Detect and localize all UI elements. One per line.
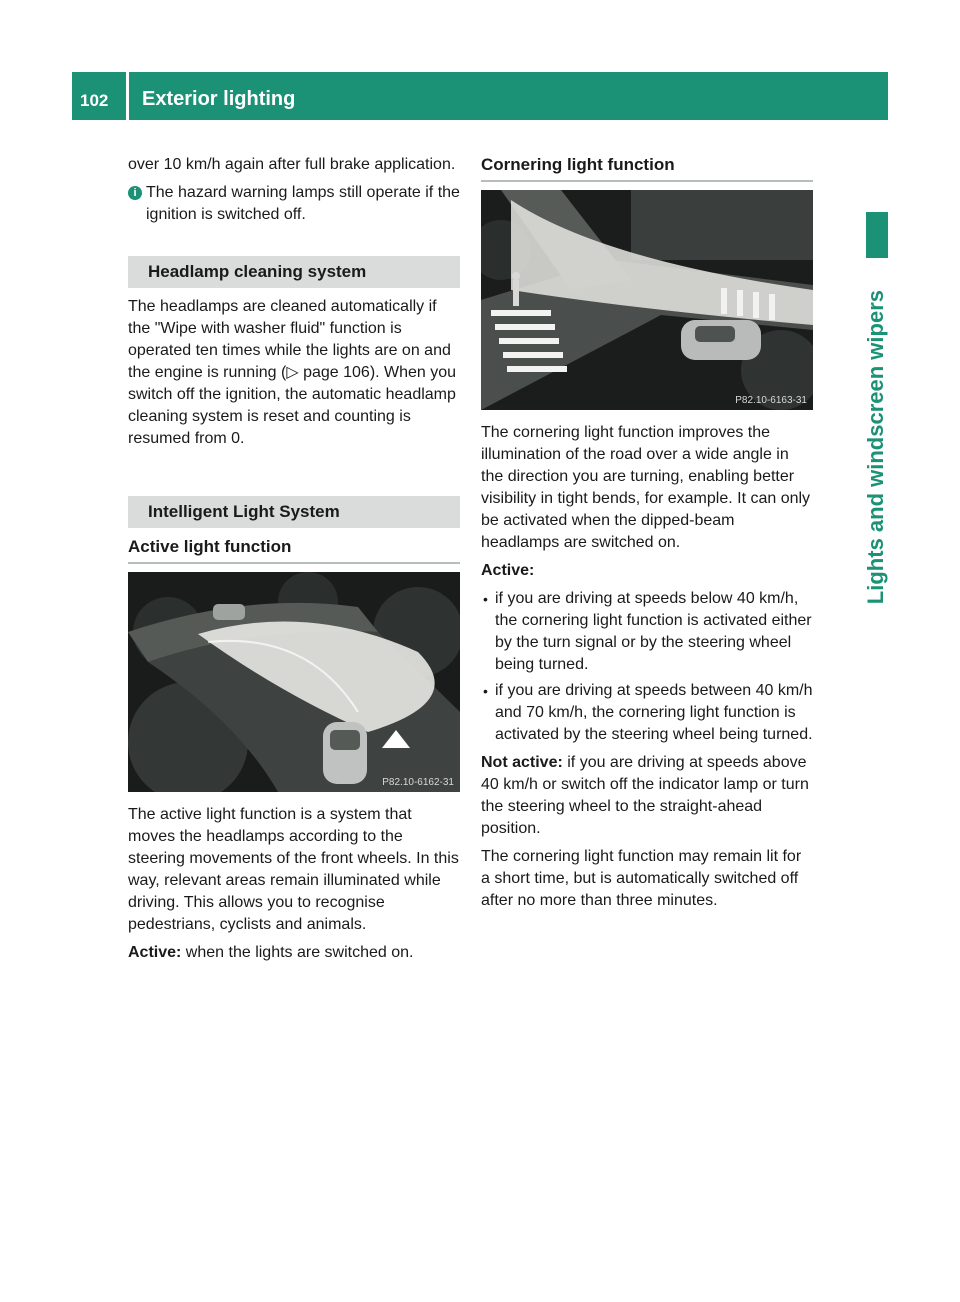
side-tab-marker xyxy=(866,212,888,258)
closing-text: The cornering light function may remain lit for a short time, but is automatically switched off after no more than three minutes. xyxy=(481,848,802,909)
figure-code: P82.10-6163-31 xyxy=(735,395,807,406)
headlamp-cleaning-body: The headlamps are cleaned automatically if the "Wipe with washer fluid" function is operated ten times while the lights are on and the engine is running (▷ page 106). When you switch off the ignition, the automatic headlamp cleaning system is reset and counting is resumed from 0. xyxy=(128,298,457,447)
active-light-figure xyxy=(128,572,460,792)
not-active-paragraph xyxy=(481,752,813,840)
right-column xyxy=(481,154,813,918)
side-tab-title: Lights and windscreen wipers xyxy=(863,290,888,605)
info-icon: i xyxy=(128,186,142,200)
active-light-subheading: Active light function xyxy=(128,536,460,564)
active-light-illustration xyxy=(128,572,460,792)
pedestrian-shape xyxy=(513,280,519,306)
active-label: Active: xyxy=(128,944,182,961)
list-item: • if you are driving at speeds between 40 km/h and 70 km/h, the cornering light function is activated by the steering wheel being turned. xyxy=(481,680,813,746)
section-title: Exterior lighting xyxy=(142,88,296,110)
cornering-light-figure xyxy=(481,190,813,410)
page-number: 102 xyxy=(80,91,109,110)
headlamp-cleaning-heading: Headlamp cleaning system xyxy=(128,256,460,288)
list-item: • if you are driving at speeds below 40 km/h, the cornering light function is activated either by the turn signal or by the steering wheel being turned. xyxy=(481,588,813,676)
not-active-text: if you are driving at speeds above 40 km/h or switch off the indicator lamp or turn the steering wheel to the straight-ahead position. xyxy=(481,754,809,837)
active-label: Active: xyxy=(481,562,535,579)
active-light-body: The active light function is a system that moves the headlamps according to the steering movements of the front wheels. In this way, relevant areas remain illuminated while driving. This allows you to recognise pedestrians, cyclists and animals. xyxy=(128,806,459,933)
cornering-light-body: The cornering light function improves the illumination of the road over a wide angle in the direction you are turning, enabling better visibility in tight bends, for example. It can only be activated when the dipped-beam headlamps are switched on. xyxy=(481,424,811,551)
active-light-status xyxy=(128,942,460,964)
building-shape xyxy=(631,190,813,260)
active-conditions-list xyxy=(481,588,813,746)
cornering-light-heading: Cornering light function xyxy=(481,154,813,182)
intelligent-light-heading: Intelligent Light System xyxy=(128,496,460,528)
intro-text: over 10 km/h again after full brake application. xyxy=(128,156,456,173)
info-text: The hazard warning lamps still operate if the ignition is switched off. xyxy=(146,184,460,223)
not-active-label: Not active: xyxy=(481,754,563,771)
info-note xyxy=(128,182,460,226)
left-column xyxy=(128,154,460,970)
figure-code: P82.10-6162-31 xyxy=(382,777,454,788)
active-text: when the lights are switched on. xyxy=(181,944,414,961)
car-shape xyxy=(213,604,245,620)
cornering-light-illustration xyxy=(481,190,813,410)
header-divider xyxy=(126,72,129,120)
